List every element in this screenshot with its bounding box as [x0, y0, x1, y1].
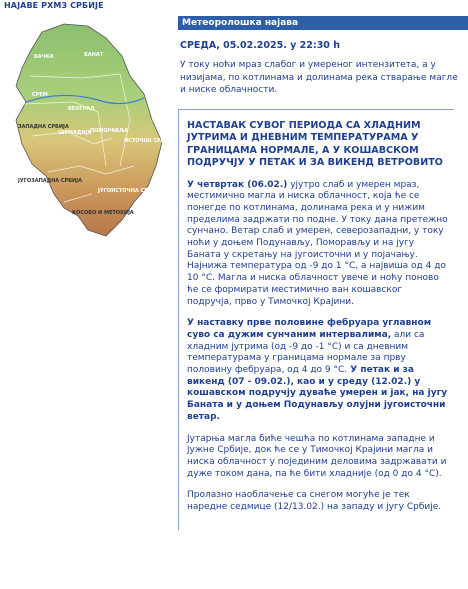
forecast-paragraph-4: Пролазно наоблачење са снегом могуће је тек наредне седмице (12/13.02.) на западу и југу Србије. — [187, 490, 442, 513]
forecast-box — [178, 109, 454, 530]
forecast-headline: НАСТАВАК СУВОГ ПЕРИОДА СА ХЛАДНИМ ЈУТРИМА И ДНЕВНИМ ТЕМПЕРАТУРАМА У ГРАНИЦАМА НОРМАЛЕ, А У КОШАВСКОМ ПОДРУЧЈУ У ПЕТАК И ЗА ВИКЕНД ВЕТРОВИТО — [187, 119, 443, 168]
p2-tail: У петак и за викенд (07 - 09.02.), као и у среду (12.02.) у кошавском подручју дуваће умерен и јак, на југу Баната и у доњем Подунављу олујни југоисточни ветар. — [187, 365, 448, 422]
region-label-kosovo: КОСОВО И МЕТОХИЈА — [72, 210, 134, 216]
region-label-backa: БАЧКА — [34, 54, 54, 60]
region-label-zapadna-srbija: ЗАПАДНА СРБИЈА — [18, 124, 69, 130]
forecast-paragraph-1 — [187, 180, 448, 309]
forecast-intro: У току ноћи мраз слабог и умереног интензитета, а у низијама, по котлинама и долинама река стварање магле и ниске облачности. — [180, 60, 458, 95]
p2-body: али са хладним јутрима (од -9 до -1 °C) и са дневним температурама у границама нормале за прву половину фебруара, од 4 до 9 °C. — [187, 329, 425, 376]
page-header: НАЈАВЕ РХМЗ СРБИЈЕ — [4, 1, 104, 10]
p2-lead: У наставку прве половине фебруара углавном суво са дужим сунчаним интервалима, — [187, 318, 432, 340]
region-label-jugoistocna-srbija: ЈУГОИСТОЧНА СРБИЈА — [98, 188, 162, 194]
region-label-sumadija: ШУМАДИЈА — [58, 130, 92, 136]
region-label-pomoravlje: ПОМОРАВЉЕ — [90, 128, 129, 134]
p1-body: ујутро слаб и умерен мраз, местимично магла и ниска облачност, која ће се понегде по котлинама, долинама река и у нижим пределима задржати по подне. У току дана претежно сунчано. Ветар слаб и умерен, северозападни, у току ноћи у доњем Подунављу, Поморављу и на југу Баната у скретању на југоисточни и у појачању. Најнижа температура од -9 до 1 °C, а највиша од 4 до 10 °C. Магла и ниска облачност увече и ноћу поново ће се формирати местимично ван кошавског подручја, прво у Тимочкој Крајини. — [187, 179, 448, 307]
region-label-beograd: БЕОГРАД — [68, 106, 95, 112]
region-label-srem: СРЕМ — [32, 92, 48, 98]
region-label-banat: БАНАТ — [84, 52, 104, 58]
forecast-paragraph-3: Јутарња магла биће чешћа по котлинама западне и јужне Србије, док ће се у Тимочкој Крајини магла и ниска облачност у појединим деловима задржавати и дуже током дана, па ће бити хладније (од 0 до 4 °C). — [187, 433, 447, 479]
panel-title-bar: Метеоролошка најава — [178, 16, 468, 30]
forecast-panel — [178, 16, 468, 530]
region-label-jugozapadna-srbija: ЈУГОЗАПАДНА СРБИЈА — [18, 178, 82, 184]
forecast-paragraph-2 — [187, 318, 448, 423]
p1-lead: У четвртак (06.02.) — [187, 179, 288, 190]
serbia-regions-map[interactable] — [2, 16, 174, 242]
region-label-istocna-srbija: ИСТОЧНА СРБИЈА — [124, 138, 174, 144]
forecast-date: СРЕДА, 05.02.2025. у 22:30 h — [180, 40, 340, 51]
